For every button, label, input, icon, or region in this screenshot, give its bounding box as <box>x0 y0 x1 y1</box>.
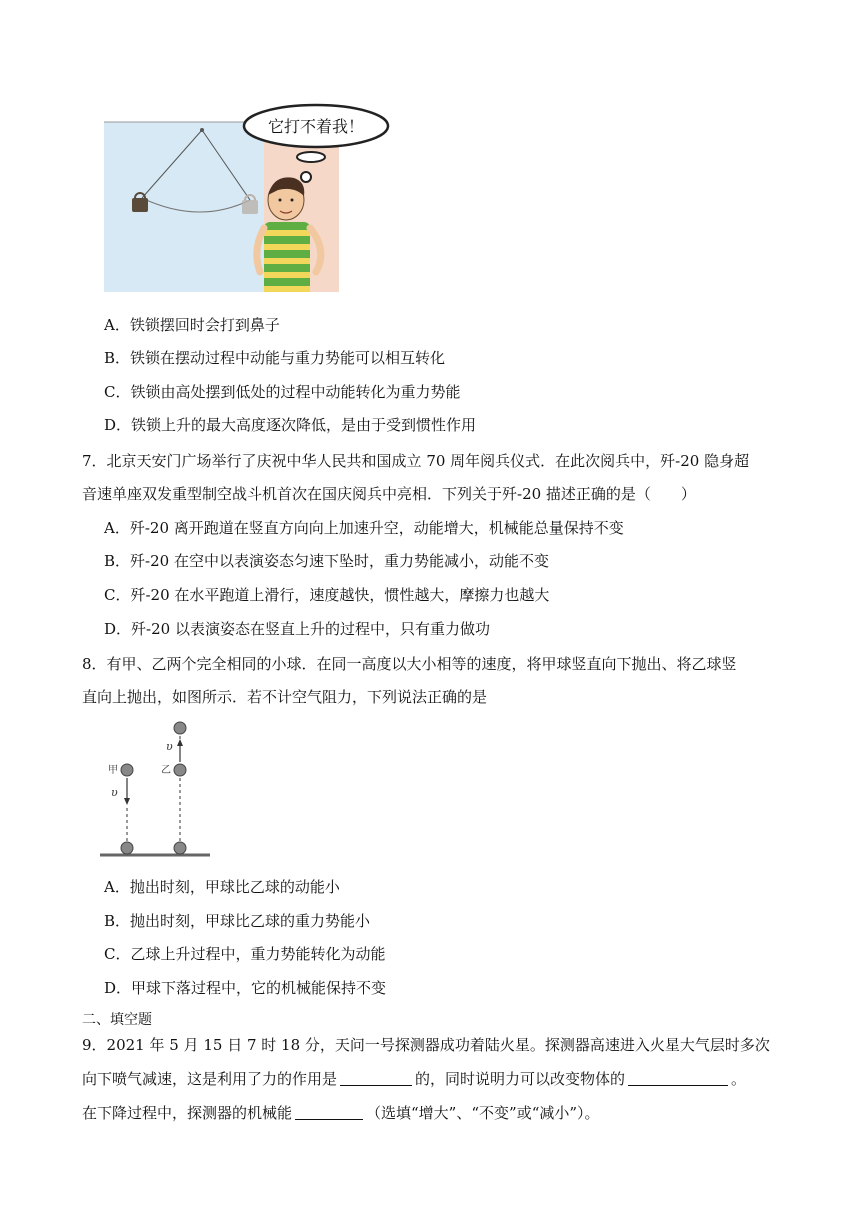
q8-stem-line1: 8．有甲、乙两个完全相同的小球．在同一高度以大小相等的速度，将甲球竖直向下抛出、将乙球竖 <box>82 655 737 673</box>
q6-option-a: A．铁锁摆回时会打到鼻子 <box>104 316 280 334</box>
q8-option-b: B．抛出时刻，甲球比乙球的重力势能小 <box>104 912 371 930</box>
q9-line2-part3: 。 <box>731 1070 747 1088</box>
two-balls-figure <box>100 718 212 864</box>
q9-blank-3[interactable] <box>295 1103 363 1120</box>
q8-option-c: C．乙球上升过程中，重力势能转化为动能 <box>104 945 386 963</box>
q8-option-d: D．甲球下落过程中，它的机械能保持不变 <box>104 979 387 997</box>
q7-stem-line1: 7．北京天安门广场举行了庆祝中华人民共和国成立 70 周年阅兵仪式．在此次阅兵中，歼-20 隐身超 <box>82 452 750 470</box>
section-heading-fill-in: 二、填空题 <box>82 1012 152 1028</box>
q7-option-b: B．歼-20 在空中以表演姿态匀速下坠时，重力势能减小，动能不变 <box>104 552 549 570</box>
q6-option-b: B．铁锁在摆动过程中动能与重力势能可以相互转化 <box>104 349 446 367</box>
label-v-yi: υ <box>166 740 173 753</box>
q9-line3-part2: （选填“增大”、“不变”或“减小”）。 <box>366 1104 600 1122</box>
q9-stem-line1: 9．2021 年 5 月 15 日 7 时 18 分，天问一号探测器成功着陆火星。探测器高速进入火星大气层时多次 <box>82 1036 770 1054</box>
q9-stem-line2 <box>82 1068 746 1090</box>
q9-line2-part2: 的，同时说明力可以改变物体的 <box>415 1070 626 1088</box>
speech-bubble-text: 它打不着我！ <box>267 117 365 136</box>
q9-blank-1[interactable] <box>340 1069 412 1086</box>
q6-option-c: C．铁锁由高处摆到低处的过程中动能转化为重力势能 <box>104 383 461 401</box>
pendulum-illustration <box>104 100 394 295</box>
q8-stem-line2: 直向上抛出，如图所示．若不计空气阻力，下列说法正确的是 <box>82 688 488 706</box>
q7-option-a: A．歼-20 离开跑道在竖直方向向上加速升空，动能增大，机械能总量保持不变 <box>104 519 624 537</box>
q9-line3-part1: 在下降过程中，探测器的机械能 <box>82 1104 293 1122</box>
q9-line2-part1: 向下喷气减速，这是利用了力的作用是 <box>82 1070 338 1088</box>
q7-option-d: D．歼-20 以表演姿态在竖直上升的过程中，只有重力做功 <box>104 620 490 638</box>
label-v-jia: υ <box>111 786 118 799</box>
q9-stem-line3 <box>82 1102 600 1124</box>
label-yi: 乙 <box>161 765 171 776</box>
q7-stem-line2: 音速单座双发重型制空战斗机首次在国庆阅兵中亮相．下列关于歼-20 描述正确的是（ ） <box>82 485 696 503</box>
q9-blank-2[interactable] <box>628 1069 728 1086</box>
q8-option-a: A．抛出时刻，甲球比乙球的动能小 <box>104 878 340 896</box>
q7-option-c: C．歼-20 在水平跑道上滑行，速度越快，惯性越大，摩擦力也越大 <box>104 586 550 604</box>
label-jia: 甲 <box>108 765 118 776</box>
q6-option-d: D．铁锁上升的最大高度逐次降低，是由于受到惯性作用 <box>104 416 477 434</box>
